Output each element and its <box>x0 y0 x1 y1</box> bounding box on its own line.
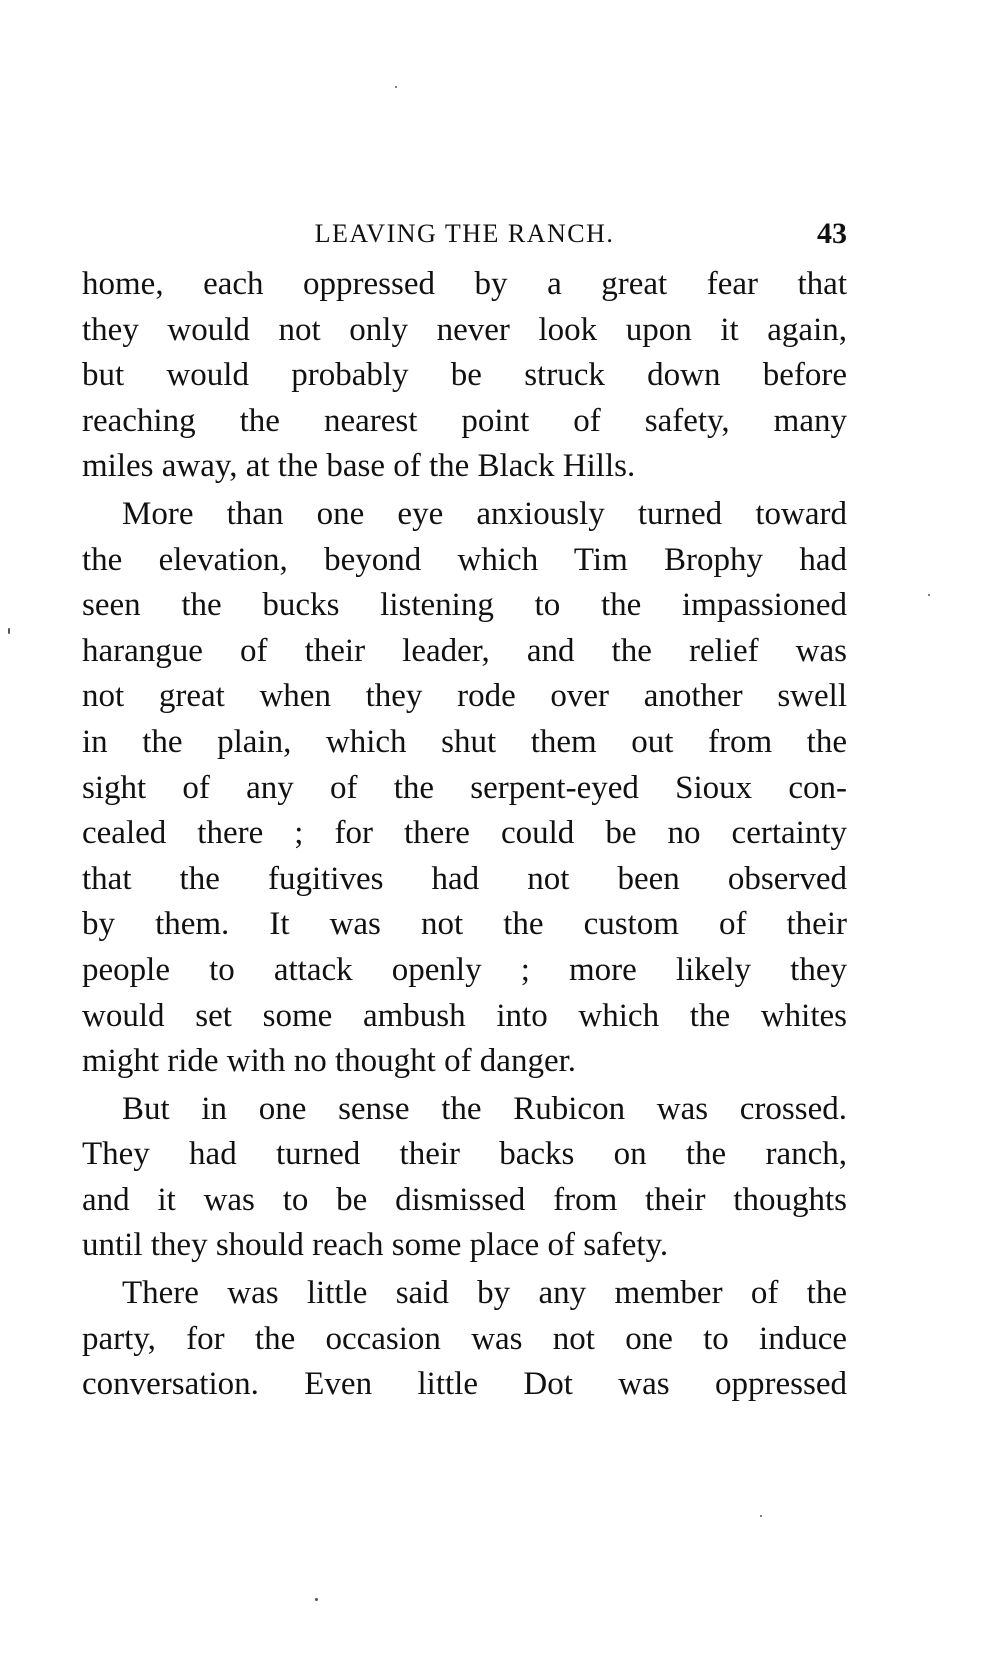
running-title: LEAVING THE RANCH. <box>314 219 615 248</box>
paragraph-1 <box>82 262 847 490</box>
text-line: until they should reach some place of safety. <box>82 1227 669 1264</box>
text-line: reaching the nearest point of safety, many <box>82 402 847 439</box>
text-line: More than one eye anxiously turned toward <box>122 495 847 532</box>
scan-speck <box>395 86 397 88</box>
text-line: But in one sense the Rubicon was crossed. <box>122 1090 847 1127</box>
paragraph-4 <box>82 1271 847 1408</box>
text-line: They had turned their backs on the ranch, <box>82 1136 847 1173</box>
text-line: not great when they rode over another swell <box>82 678 847 715</box>
text-line: home, each oppressed by a great fear that <box>82 266 847 302</box>
scan-speck <box>928 594 930 596</box>
text-line: they would not only never look upon it again, <box>82 311 847 348</box>
text-line: in the plain, which shut them out from the <box>82 723 847 760</box>
text-line: There was little said by any member of the <box>122 1275 847 1312</box>
scan-speck <box>315 1598 318 1601</box>
text-line: the elevation, beyond which Tim Brophy had <box>82 541 847 578</box>
text-line: people to attack openly ; more likely they <box>82 951 847 988</box>
page-number: 43 <box>817 217 847 250</box>
text-line: cealed there ; for there could be no certainty <box>82 815 847 852</box>
text-line: by them. It was not the custom of their <box>82 906 847 943</box>
text-line: might ride with no thought of danger. <box>82 1043 577 1080</box>
page-header <box>82 214 847 254</box>
text-line: harangue of their leader, and the relief was <box>82 632 847 669</box>
text-line: seen the bucks listening to the impassioned <box>82 587 847 624</box>
text-line: but would probably be struck down before <box>82 357 847 394</box>
text-line: miles away, at the base of the Black Hills. <box>82 448 636 485</box>
scan-speck <box>8 628 10 634</box>
body-text <box>82 262 847 1408</box>
text-line: that the fugitives had not been observed <box>82 860 847 897</box>
text-line: conversation. Even little Dot was oppressed <box>82 1366 847 1403</box>
text-line: party, for the occasion was not one to induce <box>82 1320 847 1357</box>
text-line: would set some ambush into which the whites <box>82 997 847 1034</box>
text-line: and it was to be dismissed from their thoughts <box>82 1181 847 1218</box>
book-page <box>82 0 847 1663</box>
paragraph-3 <box>82 1087 847 1269</box>
text-line: sight of any of the serpent-eyed Sioux con- <box>82 769 847 806</box>
paragraph-2 <box>82 492 847 1085</box>
scan-speck <box>760 1515 762 1517</box>
